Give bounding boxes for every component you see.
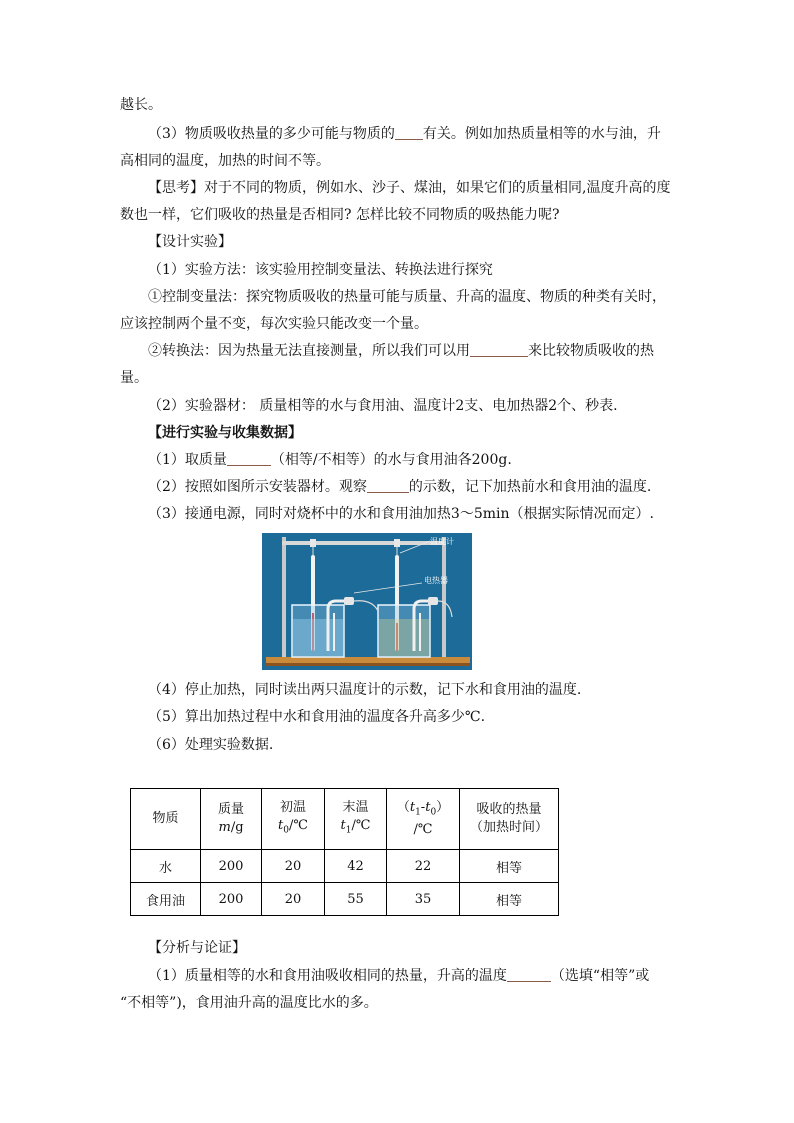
- fill-blank[interactable]: [395, 125, 423, 140]
- text-line: （2）按照如图所示安装器材。观察 的示数，记下加热前水和食用油的温度.: [148, 479, 652, 495]
- experiment-figure: [262, 533, 472, 670]
- cell-final-temp: 42: [325, 850, 387, 883]
- text-line: 数也一样，它们吸收的热量是否相同? 怎样比较不同物质的吸热能力呢?: [120, 207, 560, 223]
- header-final-temp: 末温 $t_1/℃$: [325, 789, 387, 850]
- header-temp-change: $(t_1-t_0)$ /℃: [387, 789, 460, 850]
- text-line: （3）接通电源，同时对烧杯中的水和食用油加热3～5min（根据实际情况而定）.: [148, 506, 654, 522]
- fill-blank[interactable]: [227, 451, 271, 466]
- header-heat-absorbed: 吸收的热量 （加热时间）: [460, 789, 559, 850]
- fill-blank[interactable]: [367, 478, 409, 493]
- cell-temp-change: 22: [387, 850, 460, 883]
- text-line: （3）物质吸收热量的多少可能与物质的 有关。例如加热质量相等的水与油，升: [148, 126, 661, 142]
- cell-temp-change: 35: [387, 883, 460, 916]
- header-mass: 质量 m/g: [201, 789, 262, 850]
- text-line: （1）实验方法：该实验用控制变量法、转换法进行探究: [148, 262, 493, 278]
- text-line: （1）取质量 （相等/不相等）的水与食用油各200g.: [148, 452, 512, 468]
- header-initial-temp: 初温 $t_0/℃$: [262, 789, 325, 850]
- cell-mass: 200: [201, 850, 262, 883]
- section-heading: 【进行实验与收集数据】: [148, 425, 302, 441]
- text-line: 高相同的温度，加热的时间不等。: [120, 153, 330, 169]
- fill-blank[interactable]: [470, 342, 528, 357]
- label-heater: 电热器: [424, 576, 448, 585]
- text-line: ②转换法：因为热量无法直接测量，所以我们可以用 来比较物质吸收的热: [148, 343, 654, 359]
- table-header-row: [131, 789, 559, 850]
- text-line: （6）处理实验数据.: [148, 737, 274, 753]
- text-line: （5）算出加热过程中水和食用油的温度各升高多少℃.: [148, 709, 486, 725]
- cell-heat-absorbed: 相等: [460, 850, 559, 883]
- label-thermometer: 温度计: [430, 537, 454, 546]
- cell-mass: 200: [201, 883, 262, 916]
- table-row: [131, 850, 559, 883]
- apparatus-illustration: [262, 533, 472, 670]
- section-heading: 【分析与论证】: [148, 940, 246, 956]
- text-line: 越长。: [120, 97, 162, 113]
- cell-initial-temp: 20: [262, 850, 325, 883]
- text-line: ①控制变量法：探究物质吸收的热量可能与质量、升高的温度、物质的种类有关时，: [148, 289, 666, 305]
- text-line: “不相等”)，食用油升高的温度比水的多。: [120, 995, 378, 1011]
- section-heading: 【设计实验】: [148, 234, 232, 250]
- header-substance: 物质: [131, 789, 201, 850]
- stand-rod-left: [282, 537, 286, 657]
- text-line: （4）停止加热，同时读出两只温度计的示数，记下水和食用油的温度.: [148, 682, 582, 698]
- text-line: （2）实验器材： 质量相等的水与食用油、温度计2支、电加热器2个、秒表.: [148, 398, 618, 414]
- data-table: [130, 788, 559, 916]
- fill-blank[interactable]: [507, 967, 551, 982]
- cell-substance: 食用油: [131, 883, 201, 916]
- cell-substance: 水: [131, 850, 201, 883]
- text-line: 【思考】对于不同的物质，例如水、沙子、煤油，如果它们的质量相同,温度升高的度: [148, 180, 671, 196]
- cell-final-temp: 55: [325, 883, 387, 916]
- text-line: （1）质量相等的水和食用油吸收相同的热量，升高的温度 （选填“相等”或: [148, 968, 650, 984]
- cell-initial-temp: 20: [262, 883, 325, 916]
- cell-heat-absorbed: 相等: [460, 883, 559, 916]
- text-line: 应该控制两个量不变，每次实验只能改变一个量。: [120, 316, 428, 332]
- text-line: 量。: [120, 370, 148, 386]
- table-row: [131, 883, 559, 916]
- stand-rod-right: [442, 537, 446, 657]
